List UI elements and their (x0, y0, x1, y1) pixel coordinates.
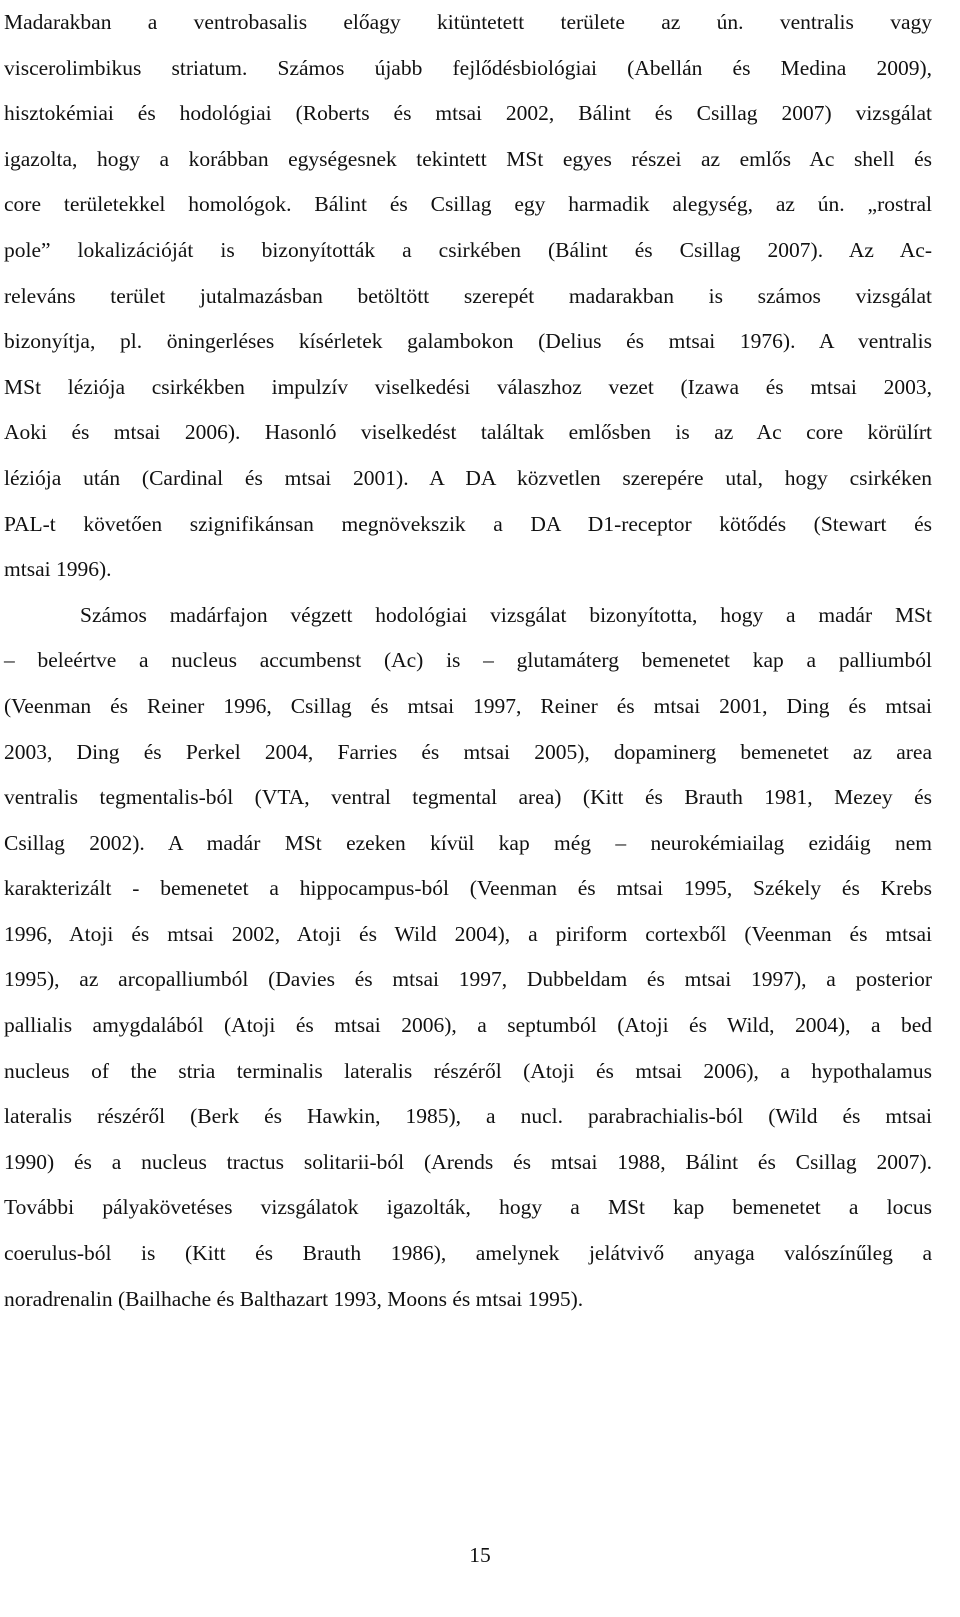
paragraph-2 (4, 593, 932, 1323)
text-line: hisztokémiai és hodológiai (Roberts és mtsai 2002, Bálint és Csillag 2007) vizsgálat (4, 101, 932, 126)
text-line: igazolta, hogy a korábban egységesnek tekintett MSt egyes részei az emlős Ac shell és (4, 146, 932, 171)
paragraph-1 (4, 0, 932, 593)
body-text (4, 0, 932, 1322)
text-line: Csillag 2002). A madár MSt ezeken kívül kap még – neurokémiailag ezidáig nem (4, 830, 932, 855)
text-line: 1990) és a nucleus tractus solitarii-ból (Arends és mtsai 1988, Bálint és Csillag 2007). (4, 1149, 932, 1174)
text-line: viscerolimbikus striatum. Számos újabb fejlődésbiológiai (Abellán és Medina 2009), (4, 55, 932, 80)
text-line: karakterizált - bemenetet a hippocampus-ból (Veenman és mtsai 1995, Székely és Krebs (4, 876, 932, 901)
text-line: 1995), az arcopalliumból (Davies és mtsai 1997, Dubbeldam és mtsai 1997), a posterior (4, 967, 932, 992)
text-line: nucleus of the stria terminalis lateralis részéről (Atoji és mtsai 2006), a hypothalamus (4, 1058, 932, 1083)
text-line: releváns terület jutalmazásban betöltött szerepét madarakban is számos vizsgálat (4, 283, 932, 308)
text-line: 1996, Atoji és mtsai 2002, Atoji és Wild 2004), a piriform cortexből (Veenman és mtsai (4, 921, 932, 946)
text-line: – beleértve a nucleus accumbenst (Ac) is – glutamáterg bemenetet kap a palliumból (4, 648, 932, 673)
text-line: coerulus-ból is (Kitt és Brauth 1986), amelynek jelátvivő anyaga valószínűleg a (4, 1241, 932, 1266)
text-line: További pályakövetéses vizsgálatok igazolták, hogy a MSt kap bemenetet a locus (4, 1195, 932, 1220)
text-line: Aoki és mtsai 2006). Hasonló viselkedést találtak emlősben is az Ac core körülírt (4, 420, 932, 445)
text-line: noradrenalin (Bailhache és Balthazart 1993, Moons és mtsai 1995). (4, 1286, 584, 1311)
text-line: lateralis részéről (Berk és Hawkin, 1985), a nucl. parabrachialis-ból (Wild és mtsai (4, 1104, 932, 1129)
text-line: ventralis tegmentalis-ból (VTA, ventral tegmental area) (Kitt és Brauth 1981, Mezey és (4, 785, 932, 810)
text-line: core területekkel homológok. Bálint és Csillag egy harmadik alegység, az ún. „rostral (4, 192, 932, 217)
text-line: mtsai 1996). (4, 557, 112, 582)
page-number: 15 (469, 1543, 491, 1567)
text-line: pole” lokalizációját is bizonyították a csirkében (Bálint és Csillag 2007). Az Ac- (4, 237, 932, 262)
text-line: 2003, Ding és Perkel 2004, Farries és mtsai 2005), dopaminerg bemenetet az area (4, 739, 932, 764)
text-line: pallialis amygdalából (Atoji és mtsai 2006), a septumból (Atoji és Wild, 2004), a bed (4, 1013, 932, 1038)
text-line: léziója után (Cardinal és mtsai 2001). A DA közvetlen szerepére utal, hogy csirkéken (4, 465, 932, 490)
text-line: (Veenman és Reiner 1996, Csillag és mtsai 1997, Reiner és mtsai 2001, Ding és mtsai (4, 693, 932, 718)
text-line: Madarakban a ventrobasalis előagy kitüntetett területe az ún. ventralis vagy (4, 10, 932, 34)
text-line: Számos madárfajon végzett hodológiai vizsgálat bizonyította, hogy a madár MSt (80, 602, 932, 627)
text-line: bizonyítja, pl. öningerléses kísérletek galambokon (Delius és mtsai 1976). A ventralis (4, 329, 932, 354)
text-line: PAL-t követően szignifikánsan megnövekszik a DA D1-receptor kötődés (Stewart és (4, 511, 932, 536)
text-line: MSt léziója csirkékben impulzív viselkedési válaszhoz vezet (Izawa és mtsai 2003, (4, 374, 932, 399)
